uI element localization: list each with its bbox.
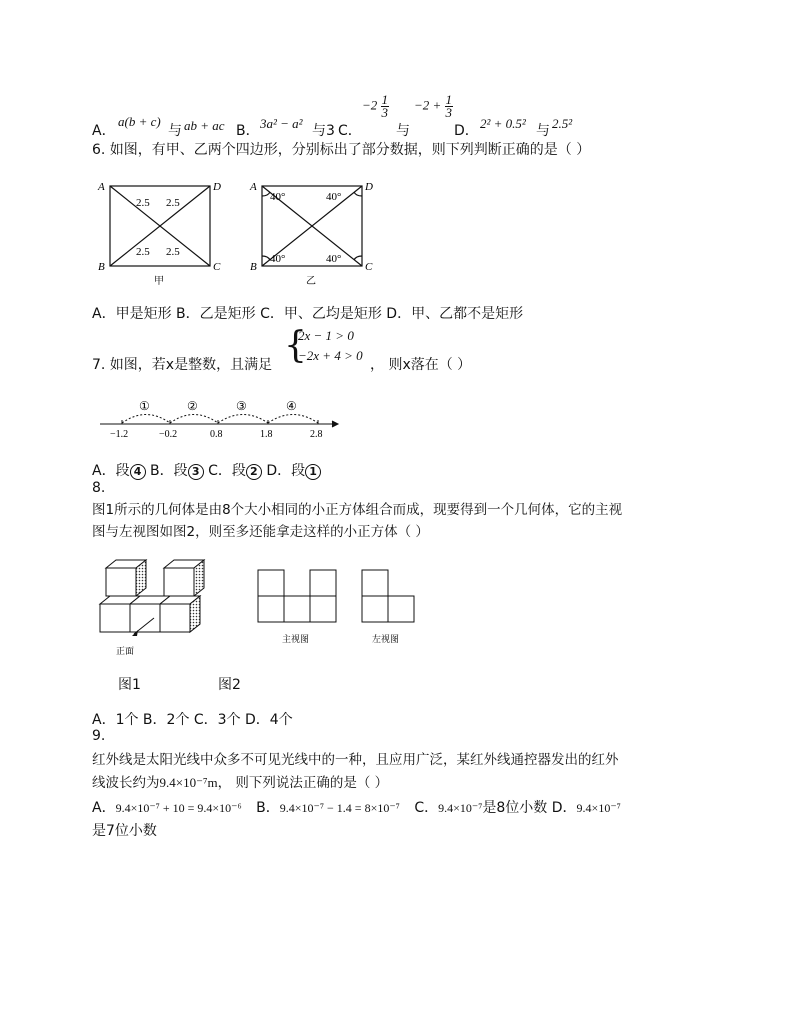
q8-figure-1-caption: 图1 [118, 677, 141, 693]
q7-inequality-2: −2x + 4 > 0 [298, 348, 363, 363]
q7-options [92, 460, 321, 480]
q7-option-c-circle: 2 [246, 464, 262, 480]
q6-jia-vertex-c: C [213, 261, 221, 273]
q7-segment-1: ① [139, 399, 150, 413]
q9-stem-line-2 [92, 771, 388, 791]
q5-option-b-expr: 3a² − a² [260, 116, 303, 131]
q6-jia-vertex-b: B [98, 261, 105, 273]
q6-options: A．甲是矩形 B．乙是矩形 C．甲、乙均是矩形 D．甲、乙都不是矩形 [92, 306, 524, 322]
q6-jia-seg-bl: 2.5 [136, 246, 150, 258]
q9-option-a-expr: 9.4×10⁻⁷ + 10 = 9.4×10⁻⁶ [115, 801, 242, 815]
q6-jia-seg-tl: 2.5 [136, 197, 150, 209]
q7-option-a-circle: 4 [130, 464, 146, 480]
q6-yi-angle-tr: 40° [326, 191, 342, 203]
q5-option-c-join: 与 [396, 123, 410, 139]
q5-option-d-expr2: 2.5² [552, 116, 573, 131]
q7-tick-2: −0.2 [159, 429, 178, 440]
q5-option-c-label: C． [338, 123, 362, 139]
q5-option-d-expr1: 2² + 0.5² [480, 116, 526, 131]
q6-yi-vertex-b: B [250, 261, 257, 273]
q7-segment-3: ③ [236, 399, 247, 413]
q9-option-d-label: D． [551, 800, 577, 816]
q7-segment-4: ④ [286, 399, 297, 413]
q7-tick-1: −1.2 [110, 429, 129, 440]
q8-options: A．1个 B．2个 C．3个 D．4个 [92, 712, 293, 728]
q9-option-c-label: C． [414, 800, 439, 816]
q7-stem-pre: 7. 如图，若x是整数，且满足 [92, 357, 273, 373]
q6-stem: 6. 如图，有甲、乙两个四边形，分别标出了部分数据，则下列判断正确的是（ ） [92, 142, 591, 158]
q9-option-c-post: 是8位小数 [482, 800, 548, 816]
q9-option-d-post: 是7位小数 [92, 823, 157, 839]
q5-option-b-join: 与3 [312, 123, 335, 139]
q6-jia-vertex-a: A [98, 181, 105, 193]
q8-number: 8. [92, 480, 106, 496]
q8-front-label: 正面 [116, 646, 135, 656]
q8-left-view-label: 左视图 [372, 634, 400, 644]
q5-option-a-expr2: ab + ac [184, 118, 225, 133]
q7-option-d-circle: 1 [305, 464, 321, 480]
q9-stem-line-2-pre: 线波长约为 [92, 775, 160, 791]
q6-jia-seg-br: 2.5 [166, 246, 180, 258]
q8-figure-1-solid [96, 558, 216, 662]
q6-yi-vertex-d: D [365, 181, 373, 193]
q5-option-a-expr1: a(b + c) [118, 114, 161, 129]
q7-option-d: D．段 [261, 463, 306, 479]
q7-number-line [96, 396, 346, 440]
q7-tick-5: 2.8 [310, 429, 323, 440]
q7-tick-3: 0.8 [210, 429, 223, 440]
q7-stem [92, 326, 512, 374]
q6-yi-angle-br: 40° [326, 253, 342, 265]
q6-figure-yi [248, 178, 378, 288]
q8-main-view-label: 主视图 [282, 634, 310, 644]
q6-yi-caption: 乙 [306, 276, 316, 287]
q9-option-b-label: B． [256, 800, 280, 816]
q9-option-c-expr: 9.4×10⁻⁷ [438, 801, 483, 815]
q8-figure-2-caption: 图2 [218, 677, 241, 693]
q9-option-b-expr: 9.4×10⁻⁷ − 1.4 = 8×10⁻⁷ [279, 801, 400, 815]
q9-stem-line-2-post: ， 则下列说法正确的是（ ） [217, 775, 389, 791]
q6-yi-angle-bl: 40° [270, 253, 286, 265]
q6-yi-vertex-a: A [250, 181, 257, 193]
q5-option-c-expr1-num: 1 [381, 92, 389, 107]
q9-option-d-expr: 9.4×10⁻⁷ [576, 801, 621, 815]
q5-option-c-expr1-int: −2 [362, 97, 378, 113]
q9-option-a-label: A． [92, 800, 116, 816]
q6-yi-vertex-c: C [365, 261, 373, 273]
q5-option-d-label: D． [454, 123, 479, 139]
q7-option-b: B．段 [145, 463, 188, 479]
q9-number: 9. [92, 728, 106, 744]
q7-system-brace: { [284, 325, 307, 366]
q6-jia-seg-tr: 2.5 [166, 197, 180, 209]
q5-option-a-label: A． [92, 123, 116, 139]
q5-option-c-expr2 [414, 94, 453, 119]
q7-inequality-1: 2x − 1 > 0 [298, 328, 354, 343]
q8-stem-line-1: 图1所示的几何体是由8个大小相同的小正方体组合而成，现要得到一个几何体，它的主视 [92, 502, 623, 518]
q5-option-d-join: 与 [536, 123, 550, 139]
q5-option-c-expr1-den: 3 [381, 105, 389, 120]
q7-option-a: A．段 [92, 463, 130, 479]
q9-wavelength: 9.4×10⁻⁷m [159, 775, 218, 790]
q5-option-c-expr1 [362, 94, 389, 119]
q7-option-b-circle: 3 [188, 464, 204, 480]
q8-stem-line-2: 图与左视图如图2，则至多还能拿走这样的小正方体（ ） [92, 524, 429, 540]
q6-figure-jia [96, 178, 226, 288]
q6-jia-caption: 甲 [154, 276, 164, 287]
q7-stem-post: ， 则x落在（ ） [370, 357, 472, 373]
q7-tick-4: 1.8 [260, 429, 273, 440]
q5-option-a-join: 与 [168, 123, 182, 139]
q8-figure-2-views [252, 566, 424, 650]
q9-stem-line-1: 红外线是太阳光线中众多不可见光线中的一种，且应用广泛，某红外线通控器发出的红外 [92, 752, 619, 768]
q6-jia-vertex-d: D [213, 181, 221, 193]
q5-option-c-expr2-int: −2 + [414, 97, 442, 113]
q5-option-c-expr2-num: 1 [445, 92, 453, 107]
q9-options-line [92, 797, 621, 817]
q7-segment-2: ② [187, 399, 198, 413]
q5-option-c-expr2-den: 3 [445, 105, 453, 120]
q7-option-c: C．段 [203, 463, 246, 479]
q5-option-b-label: B． [236, 123, 260, 139]
q6-yi-angle-tl: 40° [270, 191, 286, 203]
